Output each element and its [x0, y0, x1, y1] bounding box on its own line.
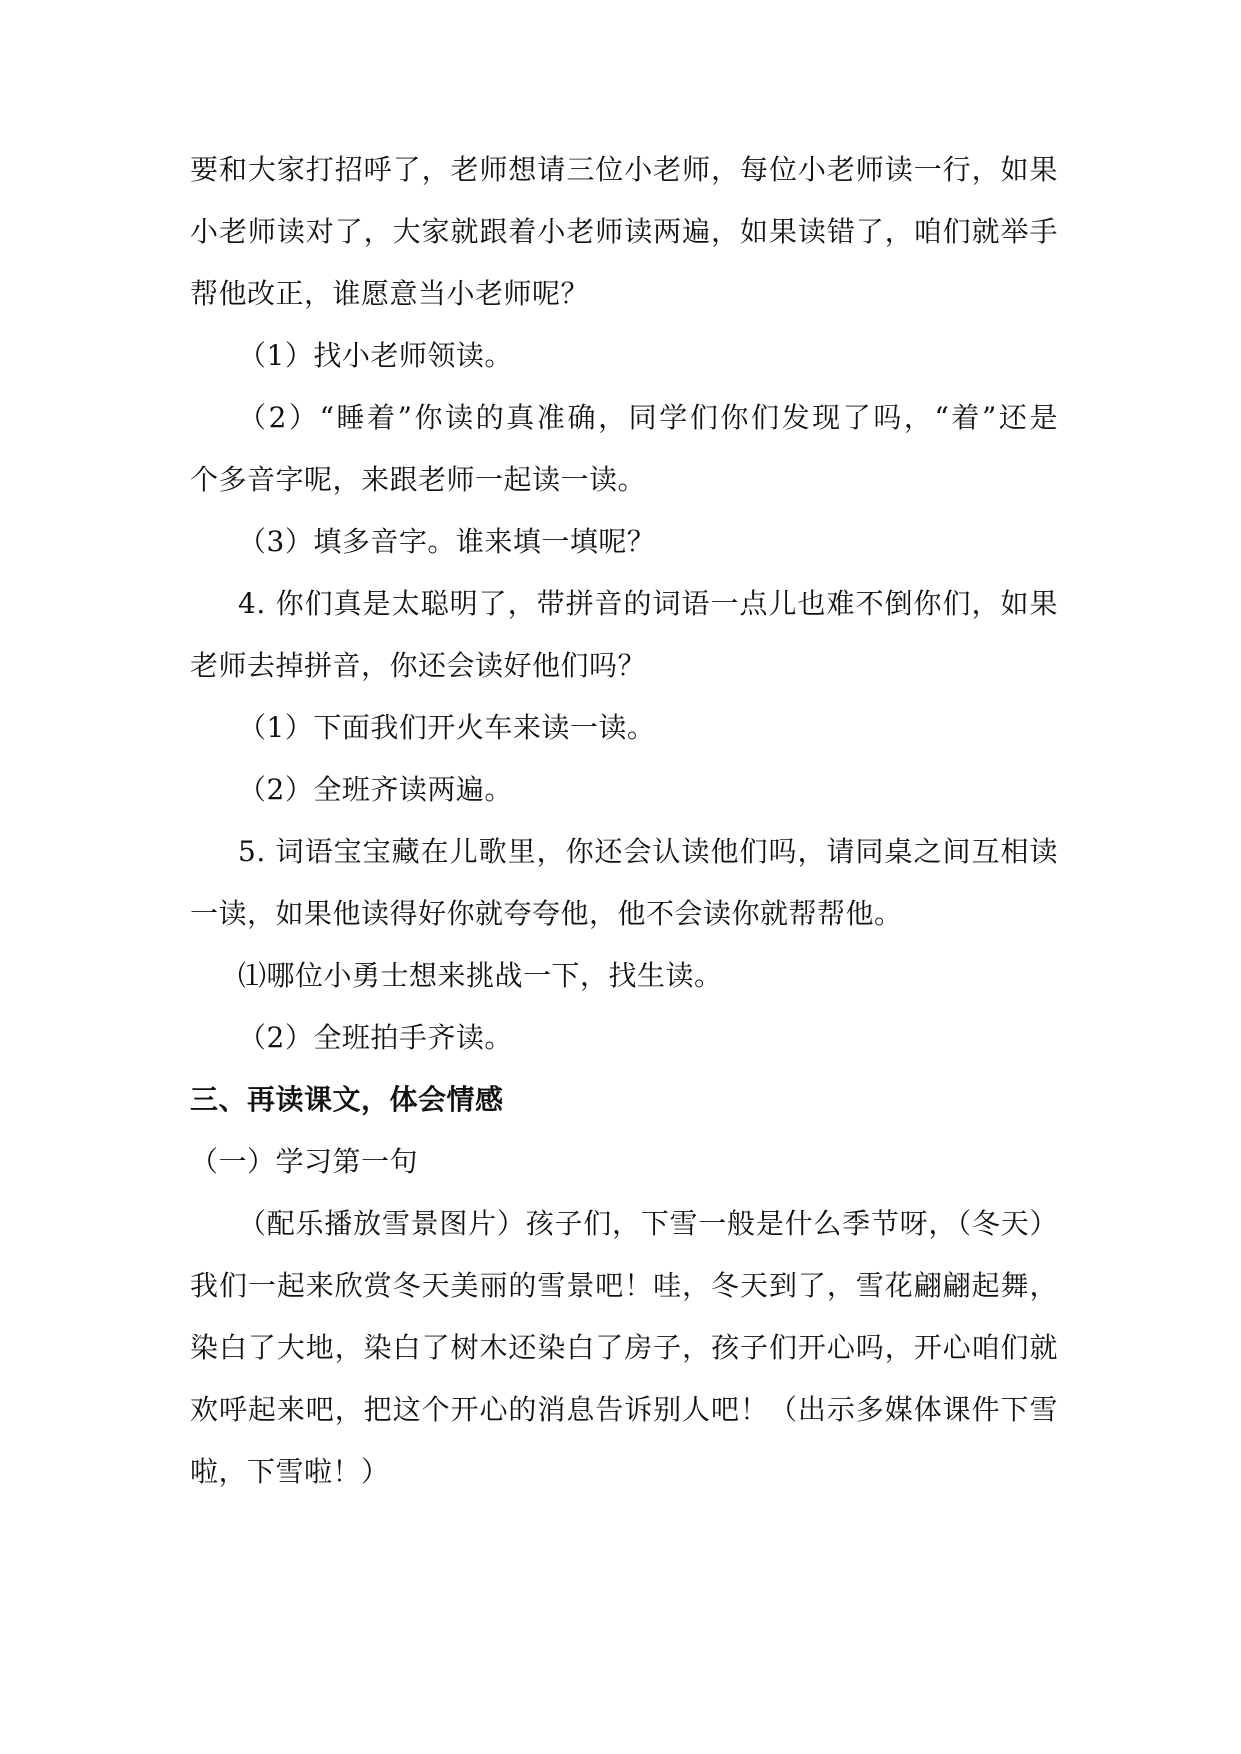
list-item: （1）下面我们开火车来读一读。	[238, 711, 656, 744]
paragraph-line: 一读，如果他读得好你就夸夸他，他不会读你就帮帮他。	[190, 897, 903, 930]
section-heading: 三、再读课文，体会情感	[190, 1083, 504, 1116]
paragraph-line: 小老师读对了，大家就跟着小老师读两遍，如果读错了，咱们就举手	[190, 215, 1058, 248]
paragraph-line: （配乐播放雪景图片）孩子们，下雪一般是什么季节呀，（冬天）	[238, 1207, 1058, 1240]
numbered-paragraph: 4. 你们真是太聪明了，带拼音的词语一点儿也难不倒你们，如果	[238, 587, 1058, 620]
paragraph-line: 染白了大地，染白了树木还染白了房子，孩子们开心吗，开心咱们就	[190, 1331, 1058, 1364]
paragraph-line: 帮他改正，谁愿意当小老师呢？	[190, 277, 590, 310]
list-item: ⑴哪位小勇士想来挑战一下，找生读。	[238, 959, 723, 992]
paragraph-line: 要和大家打招呼了，老师想请三位小老师，每位小老师读一行，如果	[190, 153, 1058, 186]
list-item: （2）全班拍手齐读。	[238, 1021, 513, 1054]
paragraph-line: 啦，下雪啦！）	[190, 1455, 390, 1488]
paragraph-line: 我们一起来欣赏冬天美丽的雪景吧！哇，冬天到了，雪花翩翩起舞，	[190, 1269, 1058, 1302]
paragraph-line: 老师去掉拼音，你还会读好他们吗？	[190, 649, 647, 682]
numbered-paragraph: 5. 词语宝宝藏在儿歌里，你还会认读他们吗，请同桌之间互相读	[238, 835, 1058, 868]
paragraph-line: 个多音字呢，来跟老师一起读一读。	[190, 463, 647, 496]
list-item: （2）“睡着”你读的真准确，同学们你们发现了吗，“着”还是	[238, 401, 1058, 434]
list-item: （1）找小老师领读。	[238, 339, 513, 372]
paragraph-line: 欢呼起来吧，把这个开心的消息告诉别人吧！（出示多媒体课件下雪	[190, 1393, 1058, 1426]
subsection-heading: （一）学习第一句	[190, 1145, 419, 1178]
list-item: （3）填多音字。谁来填一填呢？	[238, 525, 656, 558]
list-item: （2）全班齐读两遍。	[238, 773, 513, 806]
